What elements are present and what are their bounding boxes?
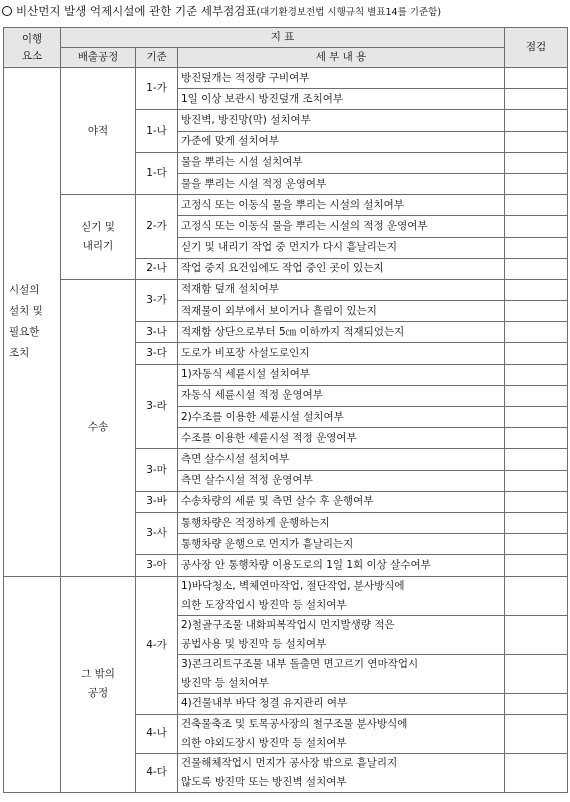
detail-cell: 방진덮개는 적정량 구비여부 xyxy=(178,68,505,89)
circle-bullet-icon xyxy=(2,6,12,16)
standard-2-ga: 2-가 xyxy=(136,195,178,259)
check-cell[interactable] xyxy=(505,576,568,615)
detail-cell: 수송차량의 세륜 및 측면 살수 후 운행여부 xyxy=(178,491,505,512)
check-cell[interactable] xyxy=(505,195,568,216)
standard-3-ba: 3-바 xyxy=(136,491,178,512)
check-cell[interactable] xyxy=(505,279,568,300)
check-cell[interactable] xyxy=(505,555,568,576)
detail-cell: 적재함 상단으로부터 5㎝ 이하까지 적재되었는지 xyxy=(178,322,505,343)
standard-3-sa: 3-사 xyxy=(136,512,178,554)
check-cell[interactable] xyxy=(505,364,568,385)
check-cell[interactable] xyxy=(505,110,568,131)
check-cell[interactable] xyxy=(505,89,568,110)
detail-cell: 싣기 및 내리기 작업 중 먼지가 다시 흩날리는지 xyxy=(178,237,505,258)
checklist-table xyxy=(3,27,568,793)
standard-4-na: 4-나 xyxy=(136,714,178,753)
check-cell[interactable] xyxy=(505,152,568,173)
detail-cell: 통행차량은 적정하게 운행하는지 xyxy=(178,512,505,533)
table-header-row xyxy=(4,28,568,48)
check-cell[interactable] xyxy=(505,714,568,753)
title-subtitle: (대기환경보전법 시행규칙 별표14를 기준함) xyxy=(256,7,442,18)
process-other: 그 밖의 공정 xyxy=(61,576,136,792)
check-cell[interactable] xyxy=(505,237,568,258)
check-cell[interactable] xyxy=(505,512,568,533)
detail-cell: 고정식 또는 이동식 물을 뿌리는 시설의 설치여부 xyxy=(178,195,505,216)
detail-cell: 건축물축조 및 토목공사장의 철구조물 분사방식에 의한 야외도장시 방진막 등 설치여부 xyxy=(178,714,505,753)
detail-cell: 측면 살수시설 적정 운영여부 xyxy=(178,470,505,491)
detail-cell: 적재함 덮개 설치여부 xyxy=(178,279,505,300)
detail-cell: 작업 중지 요건임에도 작업 중인 곳이 있는지 xyxy=(178,258,505,279)
standard-1-na: 1-나 xyxy=(136,110,178,152)
detail-cell: 물을 뿌리는 시설 설치여부 xyxy=(178,152,505,173)
element-continuation-cell xyxy=(4,576,61,792)
standard-3-ra: 3-라 xyxy=(136,364,178,449)
table-row xyxy=(4,576,568,615)
detail-cell: 도로가 비포장 사설도로인지 xyxy=(178,343,505,364)
detail-cell: 적재물이 외부에서 보이거나 흘림이 있는지 xyxy=(178,301,505,322)
detail-cell: 1)바닥청소, 벽체연마작업, 절단작업, 분사방식에 의한 도장작업시 방진막 등 설치여부 xyxy=(178,576,505,615)
detail-cell: 통행차량 운행으로 먼지가 흩날리는지 xyxy=(178,534,505,555)
standard-3-ga: 3-가 xyxy=(136,279,178,321)
standard-4-ga: 4-가 xyxy=(136,576,178,714)
check-cell[interactable] xyxy=(505,258,568,279)
table-row xyxy=(4,195,568,216)
check-cell[interactable] xyxy=(505,68,568,89)
check-cell[interactable] xyxy=(505,693,568,714)
standard-4-da: 4-다 xyxy=(136,753,178,792)
check-cell[interactable] xyxy=(505,654,568,693)
check-cell[interactable] xyxy=(505,491,568,512)
detail-cell: 방진벽, 방진망(막) 설치여부 xyxy=(178,110,505,131)
check-cell[interactable] xyxy=(505,173,568,194)
standard-3-na: 3-나 xyxy=(136,322,178,343)
document-title xyxy=(0,0,570,22)
element-facility-measures: 시설의 설치 및 필요한 조치 xyxy=(4,68,61,577)
detail-cell: 가준에 맞게 설치여부 xyxy=(178,131,505,152)
check-cell[interactable] xyxy=(505,385,568,406)
detail-cell: 물을 뿌리는 시설 적정 운영여부 xyxy=(178,173,505,194)
header-item-element: 이행 요소 xyxy=(4,28,61,68)
detail-cell: 건물해체작업시 먼지가 공사장 밖으로 흩날리지 않도록 방진막 또는 방진벽 설치여부 xyxy=(178,753,505,792)
detail-cell: 3)콘크리트구조물 내부 돌출면 면고르기 연마작업시 방진막 등 설치여부 xyxy=(178,654,505,693)
check-cell[interactable] xyxy=(505,343,568,364)
check-cell[interactable] xyxy=(505,407,568,428)
check-cell[interactable] xyxy=(505,216,568,237)
standard-2-na: 2-나 xyxy=(136,258,178,279)
standard-3-a: 3-아 xyxy=(136,555,178,576)
standard-3-da: 3-다 xyxy=(136,343,178,364)
standard-3-ma: 3-마 xyxy=(136,449,178,491)
process-transport: 수송 xyxy=(61,279,136,576)
detail-cell: 수조를 이용한 세륜시설 적정 운영여부 xyxy=(178,428,505,449)
header-indicator: 지 표 xyxy=(61,28,505,48)
standard-1-da: 1-다 xyxy=(136,152,178,194)
check-cell[interactable] xyxy=(505,470,568,491)
detail-cell: 자동식 세륜시설 적정 운영여부 xyxy=(178,385,505,406)
header-process: 배출공정 xyxy=(61,48,136,68)
detail-cell: 1)자동식 세륜시설 설치여부 xyxy=(178,364,505,385)
standard-1-ga: 1-가 xyxy=(136,68,178,110)
detail-cell: 2)철골구조물 내화피복작업시 먼지발생량 적은 공법사용 및 방진막 등 설치여부 xyxy=(178,615,505,654)
check-cell[interactable] xyxy=(505,428,568,449)
process-stockpile: 야적 xyxy=(61,68,136,195)
process-loading-unloading: 싣기 및 내리기 xyxy=(61,195,136,280)
check-cell[interactable] xyxy=(505,449,568,470)
detail-cell: 공사장 안 통행차량 이용도로의 1일 1회 이상 살수여부 xyxy=(178,555,505,576)
table-row xyxy=(4,279,568,300)
check-cell[interactable] xyxy=(505,131,568,152)
check-cell[interactable] xyxy=(505,753,568,792)
check-cell[interactable] xyxy=(505,615,568,654)
detail-cell: 2)수조를 이용한 세륜시설 설치여부 xyxy=(178,407,505,428)
detail-cell: 4)건물내부 바닥 청결 유지관리 여부 xyxy=(178,693,505,714)
header-check: 점검 xyxy=(505,28,568,68)
table-row xyxy=(4,68,568,89)
check-cell[interactable] xyxy=(505,534,568,555)
detail-cell: 1일 이상 보관시 방진덮개 조치여부 xyxy=(178,89,505,110)
detail-cell: 측면 살수시설 설치여부 xyxy=(178,449,505,470)
check-cell[interactable] xyxy=(505,322,568,343)
header-standard: 기준 xyxy=(136,48,178,68)
table-subheader-row xyxy=(4,48,568,68)
check-cell[interactable] xyxy=(505,301,568,322)
header-detail: 세 부 내 용 xyxy=(178,48,505,68)
title-main: 비산먼지 발생 억제시설에 관한 기준 세부점검표 xyxy=(16,4,257,18)
detail-cell: 고정식 또는 이동식 물을 뿌리는 시설의 적정 운영여부 xyxy=(178,216,505,237)
